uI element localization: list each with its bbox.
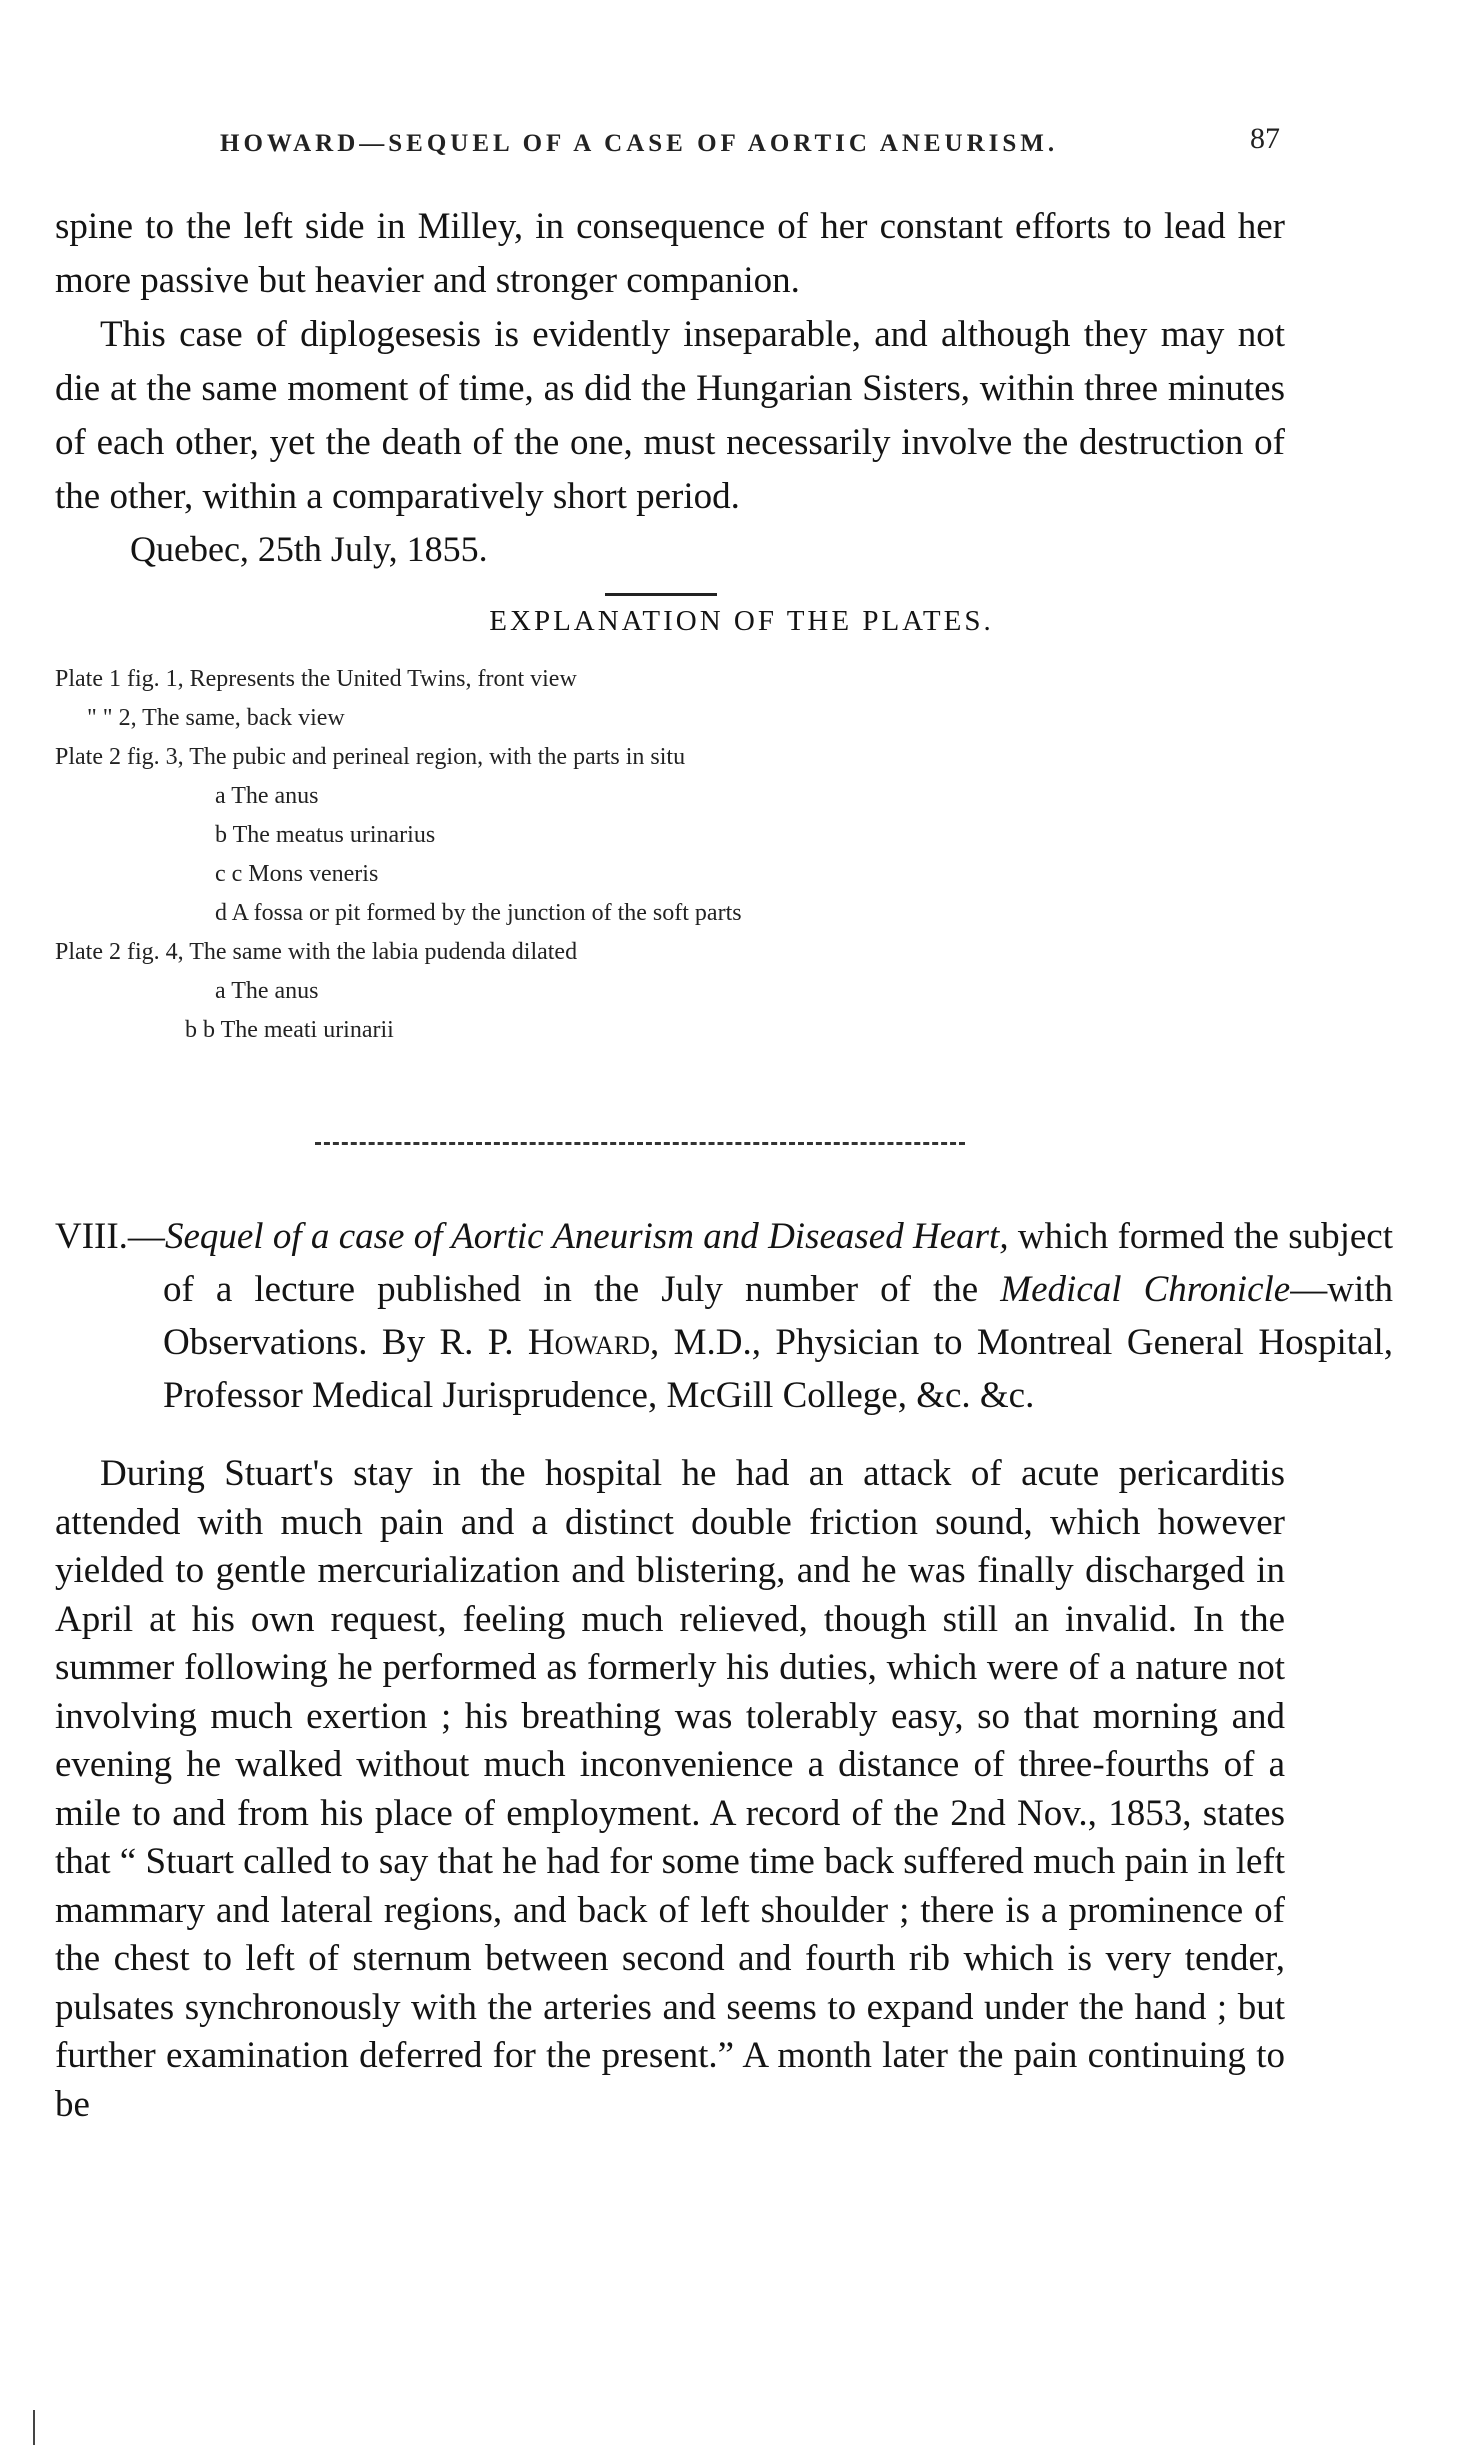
plate-item: b The meatus urinarius — [215, 822, 436, 848]
plate-item: b b The meati urinarii — [185, 1017, 394, 1043]
plate-item: a The anus — [215, 978, 319, 1004]
author-name: R. P. Howard, — [439, 1322, 660, 1363]
article-heading — [55, 1210, 1393, 1422]
plate-item: Plate 2 fig. 4, The same with the labia pudenda dilated — [55, 939, 578, 965]
scan-edge-mark — [33, 2410, 35, 2445]
article-title: Sequel of a case of Aortic Aneurism and Diseased Heart, — [164, 1216, 1009, 1257]
plate-item: Plate 2 fig. 3, The pubic and perineal region, with the parts in situ — [55, 744, 686, 770]
journal-name: Medical Chronicle — [1000, 1269, 1291, 1310]
plate-item: Plate 1 fig. 1, Represents the United Twins, front view — [55, 666, 577, 692]
heading-text: which formed the subject of a lecture published in the July number of the — [163, 1216, 1393, 1310]
article-separator — [315, 1142, 965, 1145]
article-body: During Stuart's stay in the hospital he had an attack of acute pericarditis attended with much pain and a distinct double friction sound, which however yielded to gentle mercurialization and blistering, and he was finally discharged in April at his own request, feeling much relieved, though still an invalid. In the summer following he performed as formerly his duties, which were of a nature not involving much exertion ; his breathing was tolerably easy, so that morning and evening he walked without much inconvenience a distance of three-fourths of a mile to and from his place of employment. A record of the 2nd Nov., 1853, states that “ Stuart called to say that he had for some time back suffered much pain in left mammary and lateral regions, and back of left shoulder ; there is a prominence of the chest to left of sternum between second and fourth rib which is very tender, pulsates synchronously with the arteries and seems to expand under the hand ; but further examination deferred for the present.” A month later the pain continuing to be — [55, 1453, 1285, 2125]
page-number: 87 — [1250, 122, 1280, 155]
heading-text: —with Observations. By — [163, 1269, 1393, 1363]
plate-item: " " 2, The same, back view — [87, 705, 345, 731]
closing-paragraph: This case of diplogesesis is evidently inseparable, and although they may not die at the same moment of time, as did the Hungarian Sisters, within three minutes of each other, yet the death of the one, must necessarily involve the destruction of the other, within a comparatively short period. — [55, 314, 1285, 517]
plate-item: c c Mons veneris — [215, 861, 379, 887]
dateline: Quebec, 25th July, 1855. — [130, 529, 488, 569]
plates-section-title: EXPLANATION OF THE PLATES. — [489, 605, 994, 637]
author-credentials: M.D., Physician to Montreal General Hospital, Professor Medical Jurisprudence, McGill College, &c. &c. — [163, 1322, 1393, 1416]
running-head: HOWARD—SEQUEL OF A CASE OF AORTIC ANEURISM. — [220, 130, 1059, 157]
continuation-paragraph: spine to the left side in Milley, in consequence of her constant efforts to lead her more passive but heavier and stronger companion. — [55, 206, 1285, 301]
plates-list — [55, 660, 1305, 1050]
article-number: VIII.— — [55, 1216, 165, 1257]
plate-item: a The anus — [215, 783, 319, 809]
section-rule — [605, 593, 717, 596]
plate-item: d A fossa or pit formed by the junction of the soft parts — [215, 900, 742, 926]
